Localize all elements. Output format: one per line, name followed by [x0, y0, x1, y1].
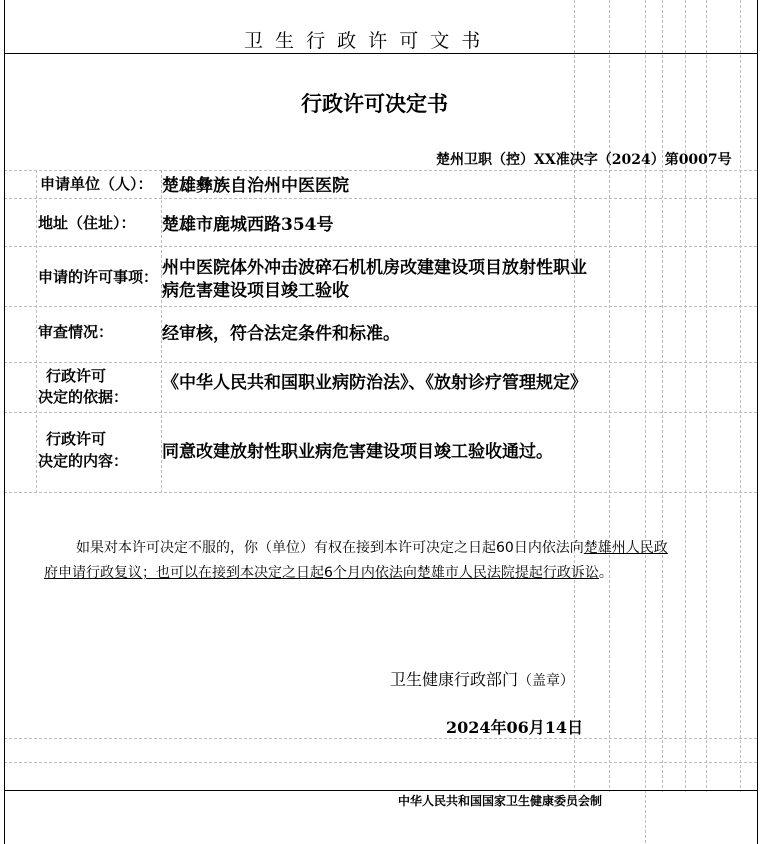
permit-matter-line1: 州中医院体外冲击波碎石机机房改建建设项目放射性职业 — [162, 258, 587, 278]
basis-value: 《中华人民共和国职业病防治法》、《放射诊疗管理规定》 — [162, 373, 587, 393]
appeal-notice-text: 。 — [598, 565, 613, 581]
review-value: 经审核，符合法定条件和标准。 — [162, 324, 400, 344]
page-title: 行政许可决定书 — [301, 91, 448, 116]
appeal-notice-underlined: 楚雄州人民政 — [583, 540, 668, 556]
document-type-header: 卫 生 行 政 许 可 文 书 — [244, 30, 484, 52]
authority-name: 卫生健康行政部门 — [390, 670, 519, 689]
basis-label-line1: 行政许可 — [46, 367, 107, 385]
address-label: 地址（住址）： — [38, 214, 136, 232]
issuing-authority — [390, 667, 574, 690]
seal-note: （盖章） — [518, 673, 575, 689]
review-label: 审查情况： — [38, 323, 114, 341]
applicant-value: 楚雄彝族自治州中医医院 — [162, 176, 349, 196]
document-number: 楚州卫职（控）XX准决字（2024）第0007号 — [436, 152, 732, 168]
applicant-label: 申请单位（人）： — [40, 175, 153, 193]
basis-label-line2: 决定的依据： — [38, 388, 129, 406]
appeal-notice-underlined: 府申请行政复议；也可以在接到本决定之日起6个月内依法向楚雄市人民法院提起行政诉讼 — [44, 565, 599, 581]
appeal-notice-text: 如果对本许可决定不服的，你（单位）有权在接到本许可决定之日起60日内依法向 — [76, 540, 584, 556]
appeal-notice-line2 — [44, 562, 613, 582]
content-label-line1: 行政许可 — [46, 430, 107, 448]
permit-matter-line2: 病危害建设项目竣工验收 — [162, 281, 349, 301]
appeal-notice-line1 — [76, 537, 668, 557]
content-label-line2: 决定的内容： — [38, 452, 129, 470]
address-value: 楚雄市鹿城西路354号 — [162, 215, 334, 235]
content-value: 同意改建放射性职业病危害建设项目竣工验收通过。 — [162, 442, 553, 462]
decision-date: 2024年06月14日 — [446, 718, 584, 737]
issuer-footer: 中华人民共和国国家卫生健康委员会制 — [398, 794, 603, 808]
permit-matter-label: 申请的许可事项： — [38, 268, 159, 286]
